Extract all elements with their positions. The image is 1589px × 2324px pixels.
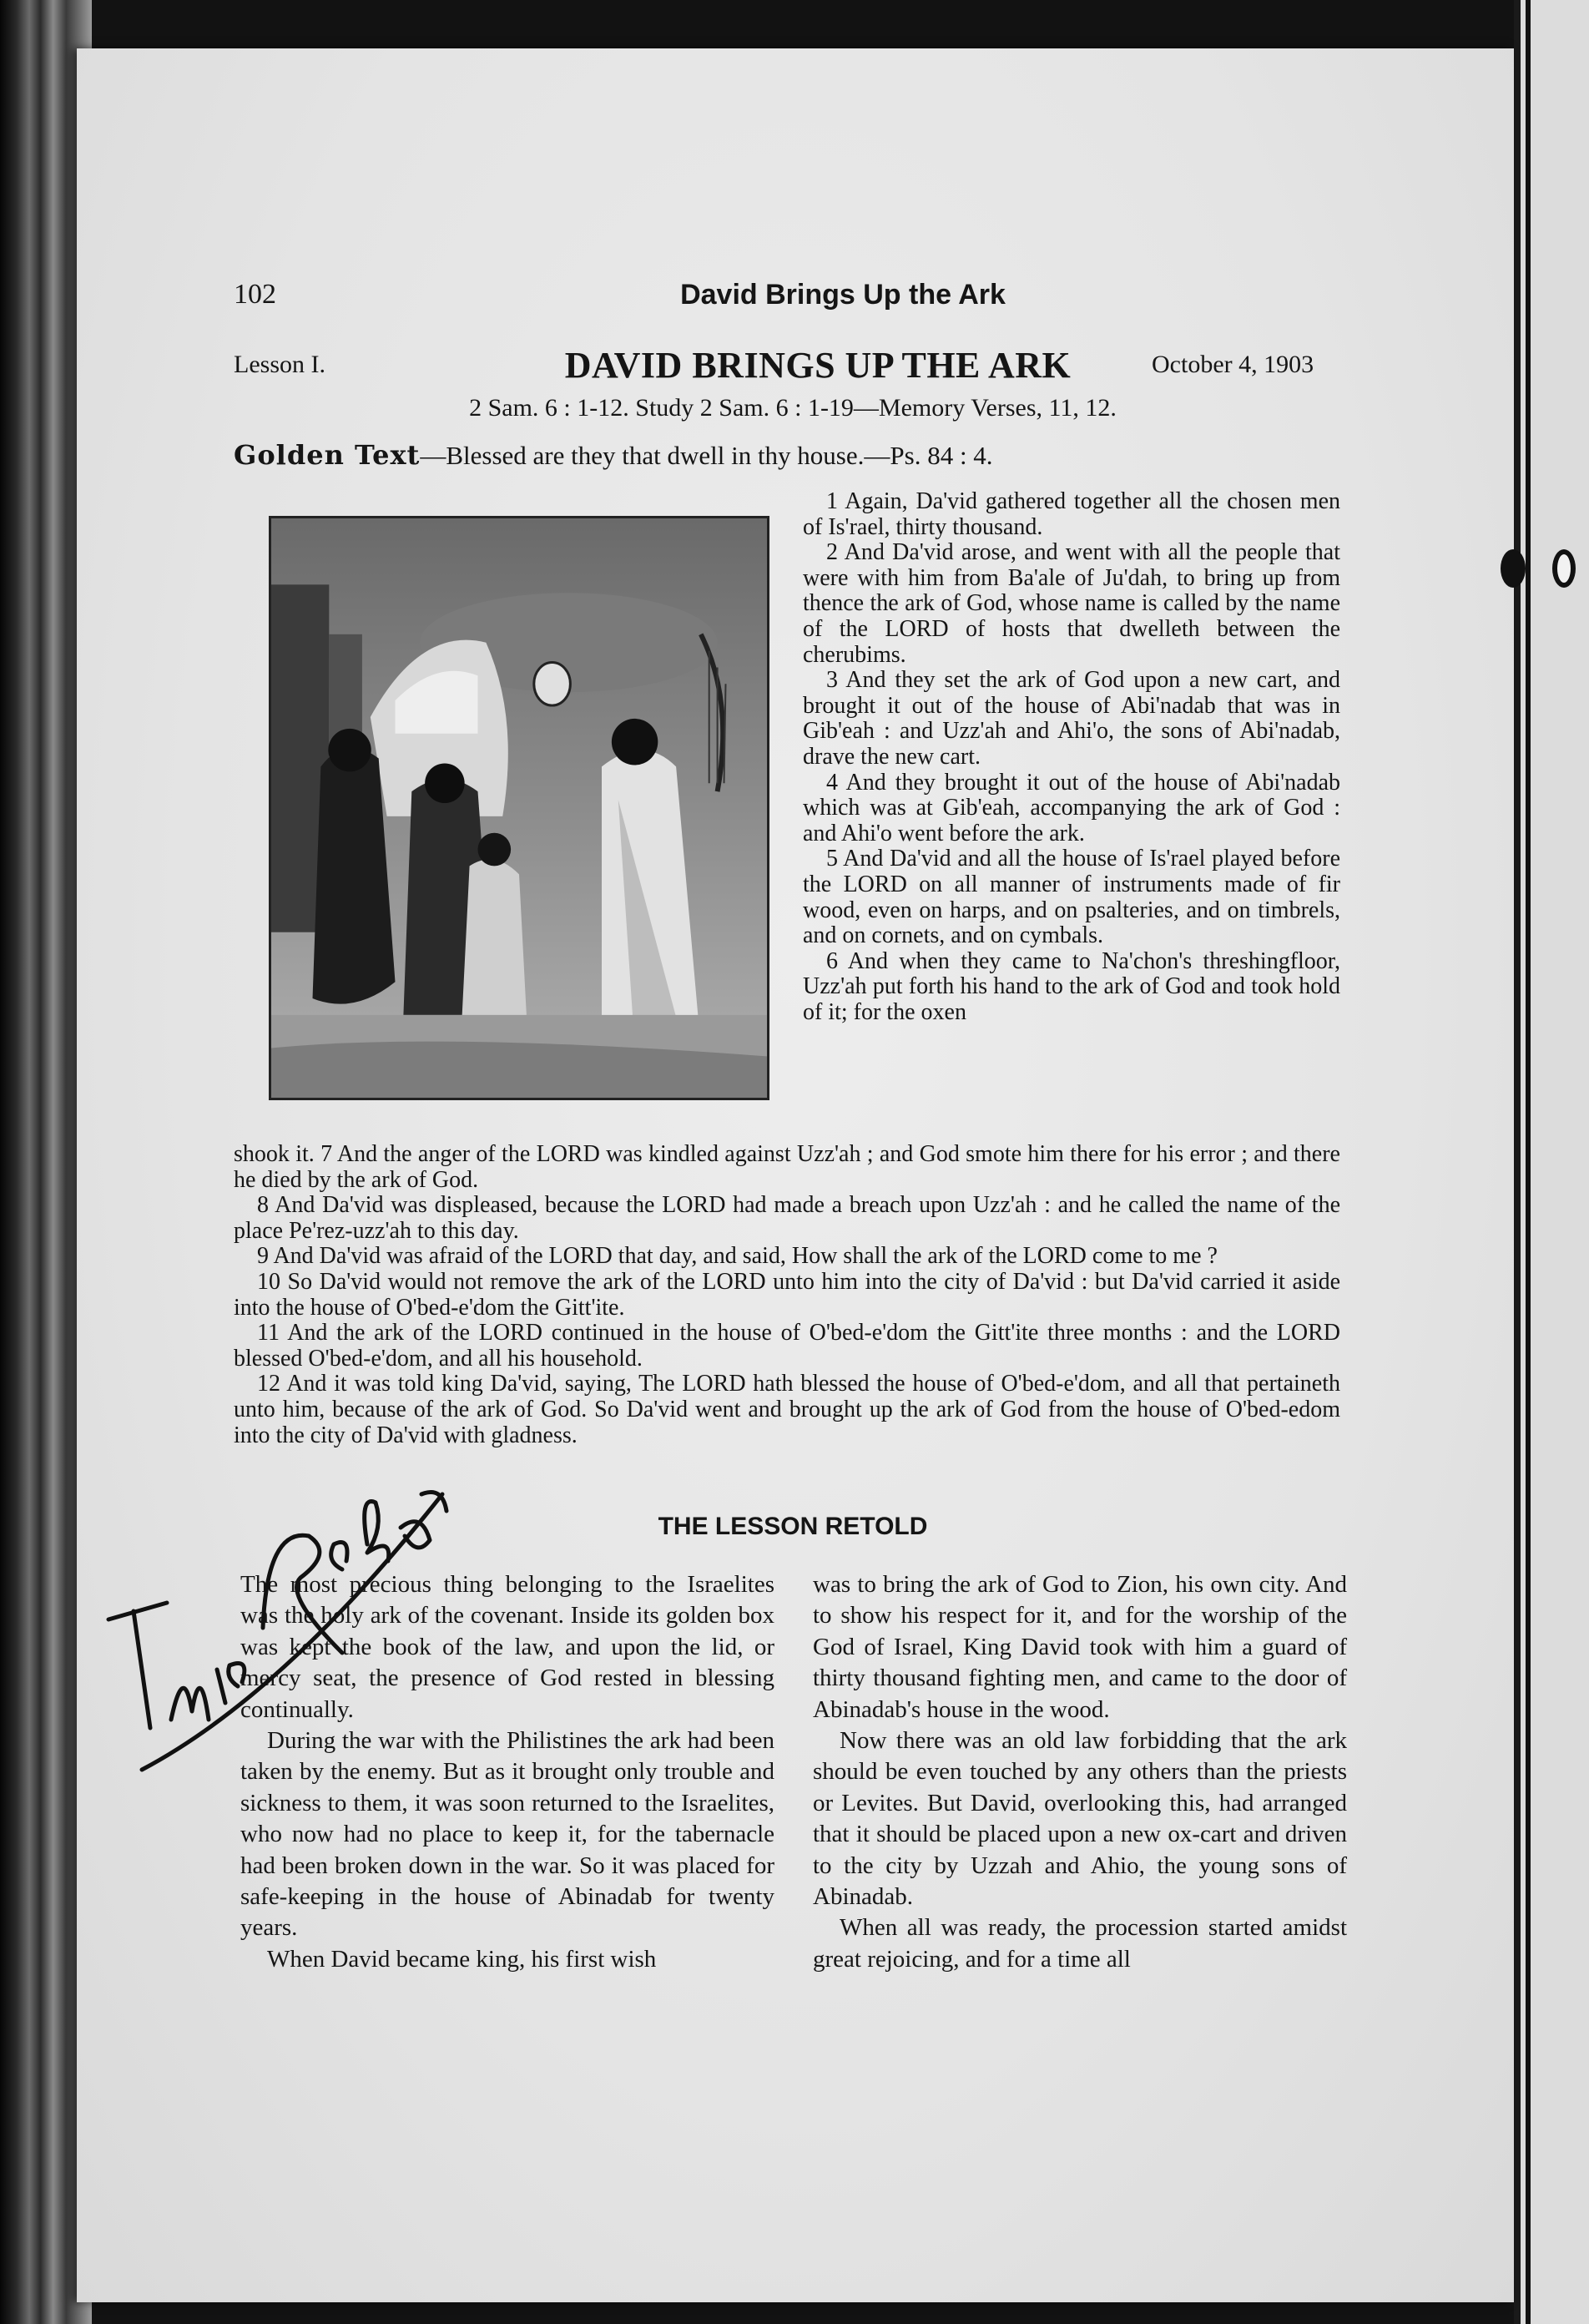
retold-column-right [813, 1569, 1347, 1975]
retold-paragraph: During the war with the Philistines the ark had been taken by the enemy. But as it brought only trouble and sickness to them, it was soon returned to the Israelites, who now had no place to keep it, for the tabernacle had been broken down in the war. So it was placed for safe-keeping in the house of Abinadab for twenty years. [240, 1727, 774, 1942]
running-title: David Brings Up the Ark [680, 279, 1006, 311]
verse-7: shook it. 7 And the anger of the LORD was kindled against Uzz'ah ; and God smote him there for his error ; and there he died by the ark of God. [234, 1141, 1340, 1193]
retold-paragraph: Now there was an old law forbidding that the ark should be even touched by any others than the priests or Levites. But David, overlooking this, had arranged that it should be placed upon a new ox-cart and driven to the city by Uzzah and Ahio, the young sons of Abinadab. [813, 1727, 1347, 1911]
retold-column-left [240, 1569, 774, 1975]
verse-5: 5 And Da'vid and all the house of Is'rael played before the LORD on all manner of instruments made of fir wood, even on harps, and on psalteries, and on timbrels, and on cornets, and on cymbals. [803, 846, 1340, 949]
running-head [234, 279, 1352, 321]
verse-4: 4 And they brought it out of the house of Abi'nadab which was at Gib'eah, accompanying the ark of God : and Ahi'o went before the ark. [803, 769, 1340, 846]
scripture-verses-full-width [234, 1142, 1340, 1448]
lesson-title: DAVID BRINGS UP THE ARK [564, 345, 1072, 386]
verse-1: 1 Again, Da'vid gathered together all the chosen men of Is'rael, thirty thousand. [803, 488, 1340, 540]
golden-text-label: Golden Text [234, 439, 421, 471]
scripture-verses-column [803, 489, 1340, 1025]
retold-paragraph: When David became king, his first wish [267, 1945, 657, 1973]
verse-11: 11 And the ark of the LORD continued in the house of O'bed-e'dom the Gitt'ite three months : and the LORD blessed O'bed-e'dom, and all his household. [234, 1320, 1340, 1372]
verse-12: 12 And it was told king Da'vid, saying, The LORD hath blessed the house of O'bed-e'dom, and all that pertaineth unto him, because of the ark of God. So Da'vid went and brought up the ark of God from the house of O'bed-edom into the city of Da'vid with gladness. [234, 1371, 1340, 1448]
verse-6: 6 And when they came to Na'chon's threshingfloor, Uzz'ah put forth his hand to the ark of God and took hold of it; for the oxen [803, 947, 1340, 1025]
binder-hole-left [1501, 549, 1526, 588]
verse-8: 8 And Da'vid was displeased, because the LORD had made a breach upon Uzz'ah : and he called the name of the place Pe'rez-uzz'ah to this day. [234, 1192, 1340, 1244]
lesson-retold-heading: THE LESSON RETOLD [658, 1513, 928, 1540]
verse-10: 10 So Da'vid would not remove the ark of the LORD unto him into the city of Da'vid : but Da'vid carried it aside into the house of O'bed-e'dom the Gitt'ite. [234, 1268, 1340, 1321]
retold-paragraph: When all was ready, the procession started amidst great rejoicing, and for a time all [813, 1914, 1347, 1973]
procession-illustration [269, 516, 769, 1100]
procession-engraving [271, 518, 767, 1098]
lesson-date: October 4, 1903 [1152, 351, 1314, 378]
verse-9: 9 And Da'vid was afraid of the LORD that day, and said, How shall the ark of the LORD come to me ? [257, 1243, 1218, 1270]
adjacent-page-strip [1514, 0, 1589, 2324]
scripture-reference: 2 Sam. 6 : 1-12. Study 2 Sam. 6 : 1-19—Memory Verses, 11, 12. [469, 394, 1117, 422]
lesson-label: Lesson I. [234, 351, 325, 378]
retold-paragraph: The most precious thing belonging to the Israelites was the holy ark of the covenant. Inside its golden box was kept the book of the law, and upon the lid, or mercy seat, the presence of God rested in blessing continually. [240, 1571, 774, 1723]
page-number: 102 [234, 279, 276, 310]
verse-3: 3 And they set the ark of God upon a new cart, and brought it out of the house of Abi'nadab that was in Gib'eah : and Uzz'ah and Ahi'o, the sons of Abi'nadab, drave the new cart. [803, 667, 1340, 770]
golden-text-body: —Blessed are they that dwell in thy house.—Ps. 84 : 4. [420, 441, 993, 470]
golden-text [234, 439, 993, 471]
verse-2: 2 And Da'vid arose, and went with all the people that were with him from Ba'ale of Ju'dah, to bring up from thence the ark of God, whose name is called by the name of the LORD of hosts that dwelleth between the cherubims. [803, 539, 1340, 668]
binder-hole-right [1552, 549, 1576, 588]
retold-paragraph: was to bring the ark of God to Zion, his own city. And to show his respect for it, and for the worship of the God of Israel, King David took with him a guard of thirty thousand fighting men, and came to the door of Abinadab's house in the wood. [813, 1571, 1347, 1723]
